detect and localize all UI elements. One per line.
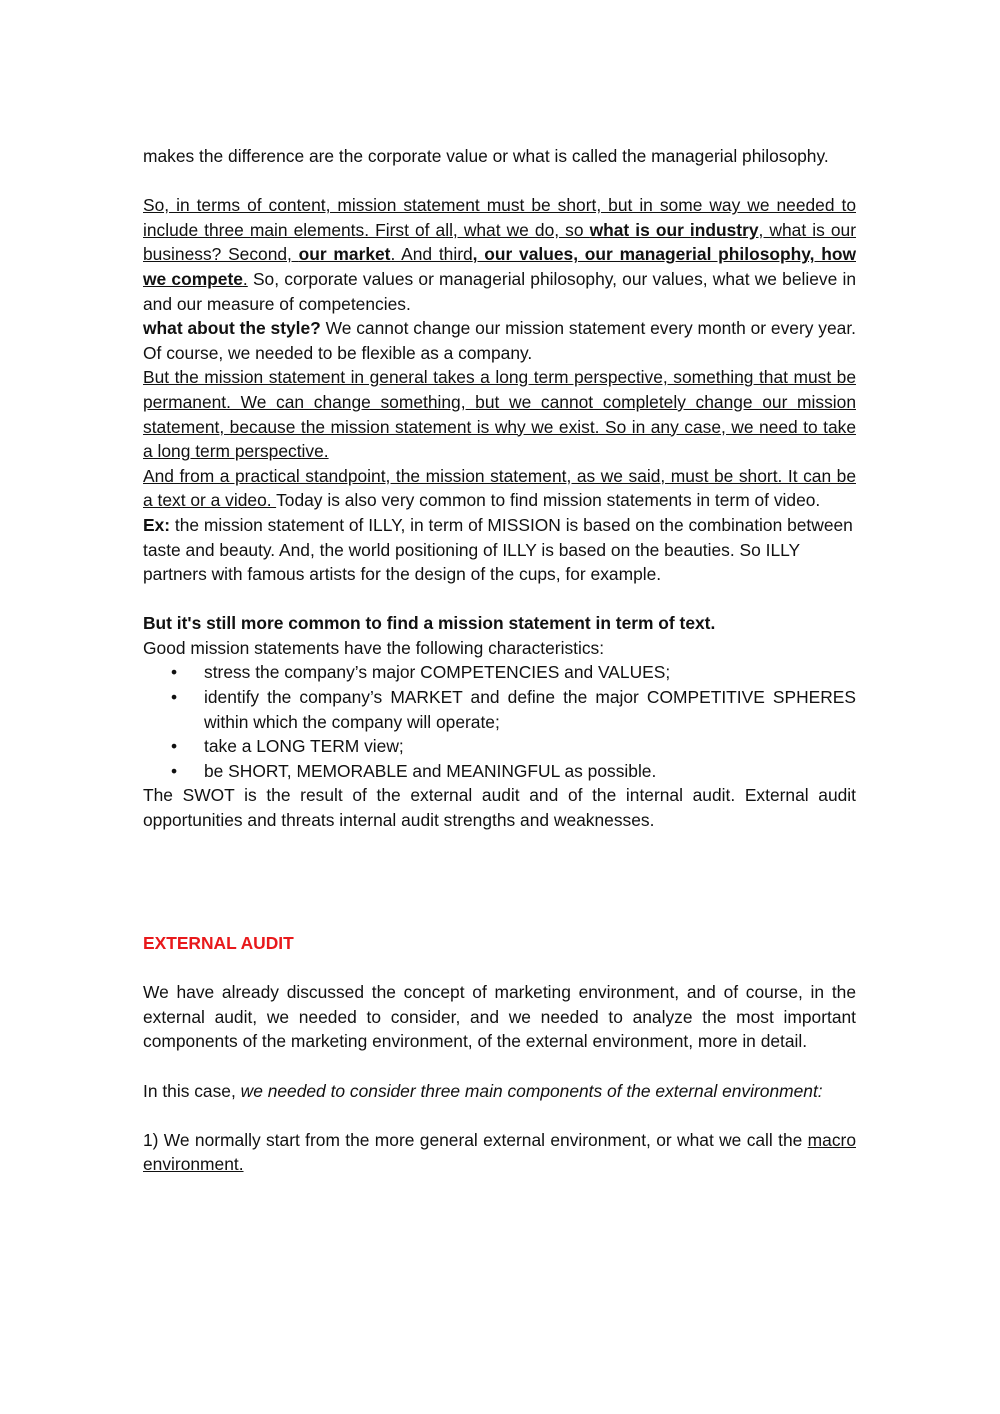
paragraph-spacer xyxy=(143,956,856,981)
bullet-icon: • xyxy=(171,662,178,683)
paragraph-spacer xyxy=(143,906,856,931)
paragraph-spacer xyxy=(143,587,856,612)
paragraph-long-term: But the mission statement in general takes a long term perspective, something that must be permanent. We can change something, but we cannot completely change our mission statement, because the mission statement is why we exist. So in any case, we need to take a long term perspective. xyxy=(143,367,856,462)
text-run: 1) We normally start from the more general external environment, or what we call the xyxy=(143,1129,808,1150)
emphasis-three-components: we needed to consider three main components of the external environment: xyxy=(240,1080,823,1101)
paragraph-spacer xyxy=(143,169,856,194)
paragraph-text-common: But it's still more common to find a mission statement in term of text. xyxy=(143,613,716,634)
emphasis-values: , our values, our managerial philosophy, how we compete xyxy=(143,244,856,289)
text-run: So, corporate values or managerial philosophy, our values, what we believe in and our measure of competencies. xyxy=(143,268,857,314)
section-spacer xyxy=(143,833,856,907)
text-run: And from a practical standpoint, the mission statement, as we said, must be short. It can be a text or a video. xyxy=(143,465,856,511)
list-item-text: take a LONG TERM view; xyxy=(204,736,404,757)
paragraph-style xyxy=(143,316,856,365)
emphasis-market: our market xyxy=(298,244,391,265)
text-run: . xyxy=(242,268,248,289)
list-item xyxy=(143,685,856,734)
list-item xyxy=(143,759,856,784)
list-item xyxy=(143,734,856,759)
paragraph-mission-content xyxy=(143,193,856,316)
paragraph-example-illy xyxy=(143,513,856,587)
text-run: So, in terms of content, mission statement must be short, but in some way we needed to include three main elements. First of all, what we do, so xyxy=(143,195,856,240)
document-page xyxy=(143,144,856,1177)
text-run: , what is our business? Second, xyxy=(143,219,856,265)
bullet-icon: • xyxy=(171,736,178,757)
list-item-text: stress the company’s major COMPETENCIES and VALUES; xyxy=(204,662,671,683)
paragraph-spacer xyxy=(143,1103,856,1128)
emphasis-ex: Ex: xyxy=(143,514,171,535)
section-heading-external-audit: EXTERNAL AUDIT xyxy=(143,933,294,954)
paragraph-swot: The SWOT is the result of the external audit and of the internal audit. External audit opportunities and threats internal audit strengths and weaknesses. xyxy=(143,785,856,831)
emphasis-industry: what is our industry xyxy=(589,219,759,240)
list-item-text: be SHORT, MEMORABLE and MEANINGFUL as possible. xyxy=(204,760,657,781)
paragraph-marketing-environment: We have already discussed the concept of marketing environment, and of course, in the external audit, we needed to consider, and we needed to analyze the most important components of the marketing environment, of the external environment, more in detail. xyxy=(143,982,856,1052)
characteristics-list xyxy=(143,660,856,783)
list-item-text: identify the company’s MARKET and define the major COMPETITIVE SPHERES within which the company will operate; xyxy=(204,687,856,732)
text-run: In this case, xyxy=(143,1080,241,1101)
bullet-icon: • xyxy=(171,687,178,708)
text-run: We cannot change our mission statement every month or every year. Of course, we needed to be flexible as a company. xyxy=(143,318,856,363)
paragraph-three-components xyxy=(143,1079,856,1104)
text-run: Today is also very common to find mission statements in term of video. xyxy=(276,490,821,511)
paragraph-characteristics-intro: Good mission statements have the following characteristics: xyxy=(143,637,605,658)
text-run: the mission statement of ILLY, in term of MISSION is based on the combination between taste and beauty. And, the world positioning of ILLY is based on the beauties. So ILLY partners with famous artists for the design of the cups, for example. xyxy=(143,514,853,585)
text-run: . And third xyxy=(390,244,473,265)
paragraph-managerial-philosophy: makes the difference are the corporate value or what is called the managerial philosophy. xyxy=(143,146,829,166)
list-item xyxy=(143,660,856,685)
bullet-icon: • xyxy=(171,760,178,781)
paragraph-macro-environment xyxy=(143,1128,856,1177)
paragraph-spacer xyxy=(143,1054,856,1079)
emphasis-macro-environment: macro environment. xyxy=(143,1129,856,1175)
emphasis-style-question: what about the style? xyxy=(143,318,321,339)
paragraph-practical xyxy=(143,464,856,513)
